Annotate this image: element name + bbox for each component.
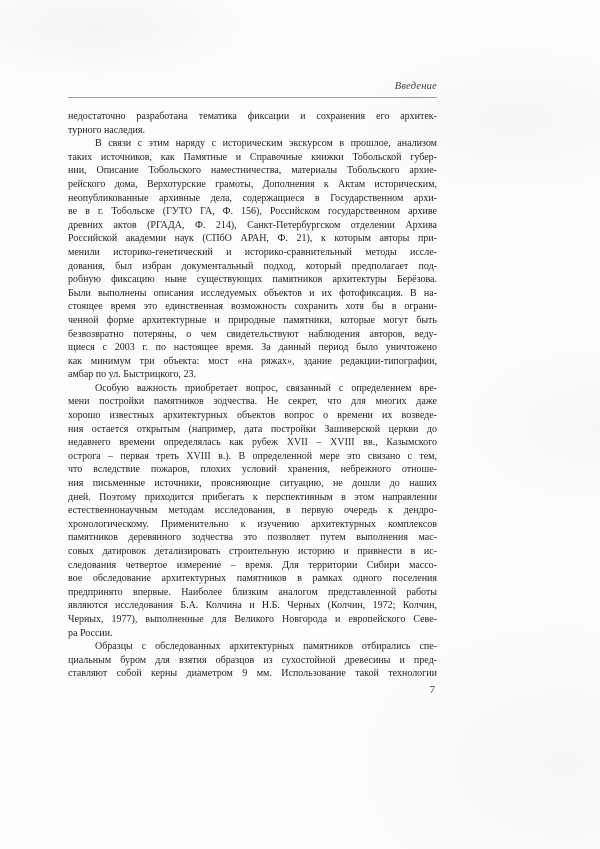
text-line: амбар по ул. Быстрицкого, 23. [68,369,196,381]
text-line: мени постройки памятников зодчества. Не секрет, что для многих даже [68,396,437,408]
text-line: рейского дома, Верхотурские грамоты, Дополнения к Актам историческим, [68,178,437,190]
header-rule [68,97,437,98]
paragraph [68,382,437,640]
text-line: циальным буром для взятия образцов из сухостойной древесины и пред- [68,654,437,666]
text-line: дней. Поэтому приходится прибегать к перспективным в этом направлении [68,491,437,503]
text-line: Были выполнены описания исследуемых объектов и их фотофиксация. В на- [68,287,437,299]
text-line: острога – первая треть XVIII в.). В определенной мере это связано с тем, [68,450,437,462]
text-line: древних актов (РГАДА, Ф. 214), Санкт-Петербургском отделении Архива [68,219,437,231]
text-line: Черных, 1977), выполненные для Великого Новгорода и европейского Севе- [68,613,437,625]
text-line: следования четвертое измерение – время. Для территории Сибири массо- [68,559,437,571]
text-line: таких источников, как Памятные и Справочные книжки Тобольской губер- [68,151,437,163]
text-line: Особую важность приобретает вопрос, связанный с определением вре- [95,382,437,394]
text-line: как минимум три объекта: мост «на ряжах», здание редакции-типографии, [68,355,437,367]
text-line: Образцы с обследованных архитектурных памятников отбирались спе- [95,641,437,653]
paragraph [68,137,437,382]
text-line: ра России. [68,627,113,639]
text-line: являются исследования Б.А. Колчина и Н.Б. Черных (Колчин, 1972; Колчин, [68,600,437,612]
text-line: ставляют собой керны диаметром 9 мм. Использование такой технологии [68,668,437,680]
text-line: безвозвратно потеряны, о чем свидетельствуют наблюдения авторов, веду- [68,328,437,340]
running-header: Введение [394,81,437,92]
text-line: робную фиксацию ныне существующих памятников архитектуры Берёзова. [68,274,437,286]
text-line: что вследствие пожаров, плохих условий хранения, небрежного отноше- [68,464,437,476]
text-line: менили историко-генетический и историко-сравнительный методы иссле- [68,246,437,258]
text-line: ния остается открытым (например, дата постройки Зашиверской церкви до [68,423,437,435]
text-line: ния письменные источники, проясняющие ситуацию, не дошли до наших [68,478,437,490]
paragraph [68,640,437,681]
text-line: ве в г. Тобольске (ГУТО ГА, Ф. 156), Российском государственном архиве [68,206,437,218]
text-line: неопубликованные архивные дела, содержащиеся в Государственном архи- [68,192,437,204]
text-line: недавнего времени определялась как рубеж XVII – XVIII вв., Казымского [68,437,437,449]
text-line: В связи с этим наряду с историческим экскурсом в прошлое, анализом [95,138,437,150]
text-line: ченной форме архитектурные и природные памятники, которые могут быть [68,314,437,326]
text-line: предпринято впервые. Наиболее близким аналогом представленной работы [68,586,437,598]
text-line: Российской академии наук (СПбО АРАН, Ф. 21), к которым авторы при- [68,233,437,245]
text-line: дования, был избран документальный подход, который предполагает под- [68,260,437,272]
text-line: стоящее время это единственная возможность сохранить хотя бы в ограни- [68,301,437,313]
body-text [68,110,437,681]
text-line: естественнонаучным методам исследования, в первую очередь к дендро- [68,505,437,517]
text-line: нии, Описание Тобольского наместничества, материалы Тобольского архие- [68,165,437,177]
text-line: вое обследование архитектурных памятников в рамках одного поселения [68,573,437,585]
text-line: хронологическому. Применительно к изучению архитектурных комплексов [68,518,437,530]
text-line: памятников деревянного зодчества это позволяет путем выполнения мас- [68,532,437,544]
page-number: 7 [429,684,435,696]
paragraph [68,110,437,137]
text-line: хорошо известных архитектурных объектов вопрос о времени их возведе- [68,410,437,422]
text-line: совых датировок детализировать строительную историю и привнести в ис- [68,546,437,557]
text-line: недостаточно разработана тематика фиксации и сохранения его архитек- [68,111,437,122]
text-line: щиеся с 2003 г. по настоящее время. За данный период было уничтожено [68,342,437,354]
text-line: турного наследия. [68,124,146,136]
